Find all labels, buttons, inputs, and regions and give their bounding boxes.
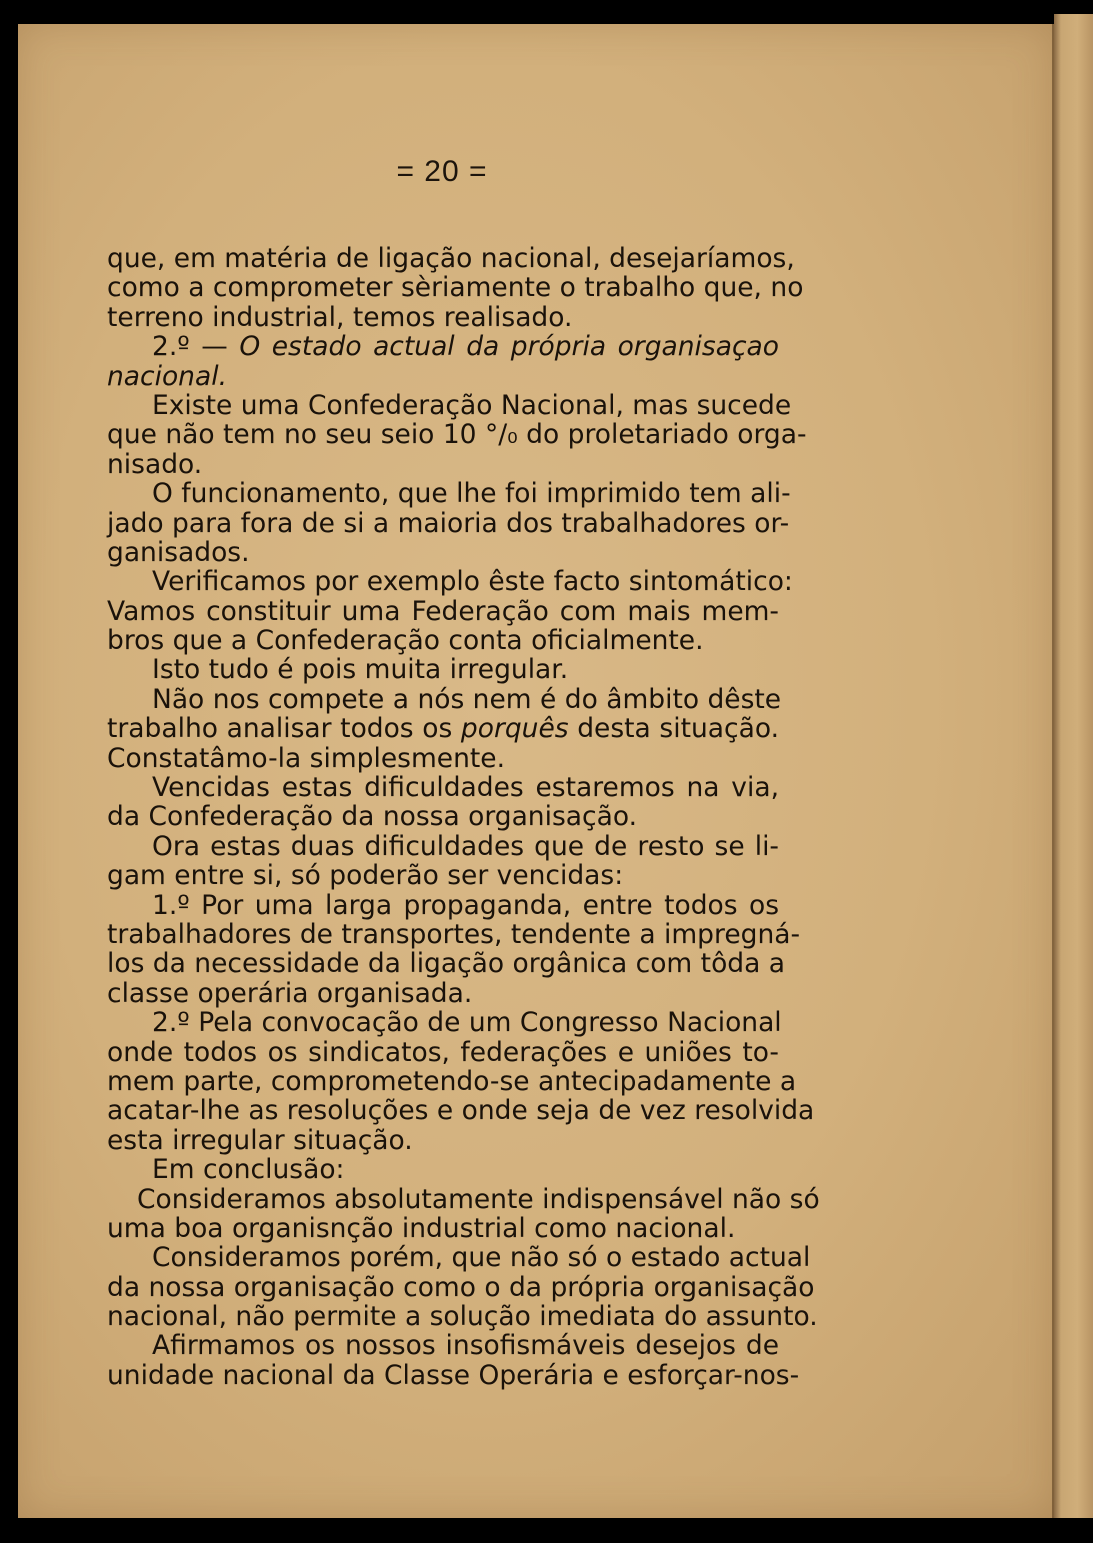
list-marker: 2.º — (152, 331, 240, 363)
text-line: 2.º Pela convocação de um Congresso Nacional (152, 1007, 782, 1039)
text-line: Constatâmo-la simplesmente. (107, 742, 505, 774)
text-fragment: desta situação. (568, 713, 779, 745)
text-line: nacional, não permite a solução imediata do assunto. (107, 1301, 818, 1333)
text-line (107, 714, 779, 743)
text-line: onde todos os sindicatos, federações e uniões to- (107, 1036, 779, 1068)
italic-word: porquês (460, 713, 569, 745)
text-line: jado para fora de si a maioria dos trabalhadores or- (107, 507, 790, 539)
text-line: uma boa organisnção industrial como nacional. (107, 1212, 736, 1244)
text-line: ganisados. (107, 536, 250, 568)
text-line: nisado. (107, 448, 203, 480)
text-line: acatar-lhe as resoluções e onde seja de vez resolvida (107, 1095, 815, 1127)
text-line: Vencidas estas dificuldades estaremos na via, (152, 772, 779, 804)
text-line: los da necessidade da ligação orgânica com tôda a (107, 948, 786, 980)
italic-heading: O estado actual da própria organisaçao (239, 331, 779, 363)
next-page-edge (1054, 14, 1093, 1518)
text-line: 1.º Por uma larga propaganda, entre todos os (152, 889, 779, 921)
text-line: Não nos compete a nós nem é do âmbito dêste (152, 683, 782, 715)
text-line: Verificamos por exemplo êste facto sintomático: (152, 566, 793, 598)
text-line: Isto tudo é pois muita irregular. (152, 654, 569, 686)
text-line: Consideramos porém, que não só o estado actual (152, 1242, 811, 1274)
text-line: Consideramos absolutamente indispensável não só (137, 1183, 820, 1215)
text-line: esta irregular situação. (107, 1124, 413, 1156)
bottom-border (0, 1518, 1093, 1543)
text-line: Ora estas duas dificuldades que de resto se li- (152, 830, 779, 862)
text-line: da Confederação da nossa organisação. (107, 801, 637, 833)
text-line: mem parte, comprometendo-se antecipadamente a (107, 1065, 797, 1097)
text-line: que, em matéria de ligação nacional, desejaríamos, (107, 243, 795, 274)
text-line: classe operária organisada. (107, 977, 473, 1009)
body-text (107, 243, 820, 1391)
text-line: trabalhadores de transportes, tendente a impregná- (107, 918, 801, 950)
text-line: que não tem no seu seio 10 °/₀ do proletariado orga- (107, 419, 807, 451)
text-line (107, 332, 779, 361)
text-line: bros que a Confederação conta oficialmente. (107, 625, 704, 657)
text-line: da nossa organisação como o da própria organisação (107, 1271, 815, 1303)
text-line: nacional. (107, 360, 228, 392)
text-line: Vamos constituir uma Federação com mais mem- (107, 595, 779, 627)
text-line: Em conclusão: (152, 1154, 345, 1186)
page-number: = 20 = (396, 155, 488, 188)
text-fragment: trabalho analisar todos os (107, 713, 461, 745)
text-line: terreno industrial, temos realisado. (107, 301, 573, 333)
text-line: gam entre si, só poderão ser vencidas: (107, 860, 624, 892)
text-line: Existe uma Confederação Nacional, mas sucede (152, 389, 792, 421)
page-header (0, 155, 884, 189)
text-line: como a comprometer sèriamente o trabalho que, no (107, 272, 804, 304)
text-line: Afirmamos os nossos insofismáveis desejos de (152, 1330, 779, 1362)
text-line: unidade nacional da Classe Operária e esforçar-nos- (107, 1359, 800, 1391)
text-line: O funcionamento, que lhe foi imprimido tem ali- (152, 478, 791, 510)
